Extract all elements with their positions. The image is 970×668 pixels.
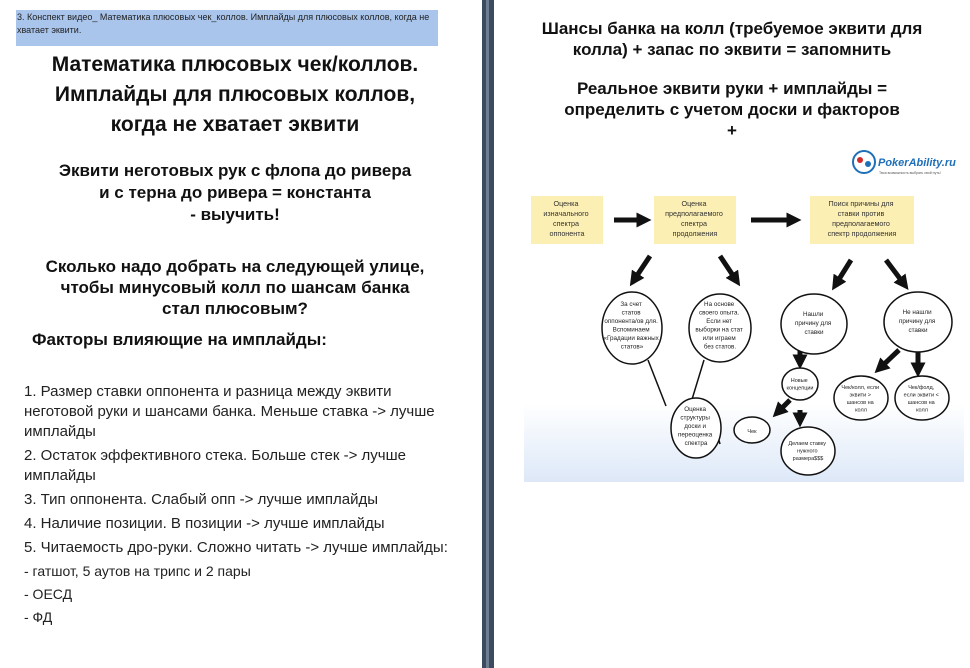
factor-sub-item: - ФД <box>24 609 53 625</box>
equity-heading-line: и с терна до ривера = константа <box>99 183 371 202</box>
real-equity-heading-line: Реальное эквити руки + имплайды = <box>576 79 888 98</box>
bubble-line: Новые <box>790 378 808 384</box>
flow-box <box>654 196 736 244</box>
bubble-line: статов» <box>620 343 644 351</box>
bubble-line: если эквити < <box>903 392 939 399</box>
bubble-line: оппонента/ов для. <box>604 318 658 325</box>
logo-brand: PokerAbility.ru <box>878 157 956 169</box>
logo-ring-icon <box>853 151 875 173</box>
flow-box-line: спектра <box>553 219 579 228</box>
logo-tagline: Твоя возможность выбрать свой путь! <box>879 171 941 175</box>
decision-flow-diagram <box>524 148 964 482</box>
flow-box-line: предполагаемого <box>832 219 890 228</box>
bubble-line: структуры <box>680 414 710 422</box>
factors-list <box>24 382 464 631</box>
bubble-line: нужного <box>796 448 818 455</box>
bubble-line: На основе <box>704 301 735 308</box>
bubble-line: причину для <box>898 318 936 325</box>
main-title-line: Математика плюсовых чек/коллов. <box>51 53 419 76</box>
bank-odds-heading-line: колла) + запас по эквити = запомнить <box>572 40 892 59</box>
flow-box-line: предполагаемого <box>665 209 723 218</box>
flow-box-line: Оценка <box>553 199 579 208</box>
down-arrow-icon <box>634 256 650 280</box>
bubble-line: размера$$$ <box>792 456 824 462</box>
bank-odds-heading-line: Шансы банка на колл (требуемое эквити для <box>541 19 923 38</box>
bubble-line: Нашли <box>802 311 824 318</box>
bubble-line: ставки <box>908 327 928 334</box>
flow-box-line: оппонента <box>549 229 585 238</box>
thought-bubble <box>782 368 818 400</box>
equity-heading-line: - выучить! <box>190 205 280 224</box>
header-selected-text[interactable]: 3. Конспект видео_ Математика плюсовых чек_коллов. Имплайды для плюсовых коллов, когда не хватает эквити. <box>17 12 430 35</box>
question-heading-line: стал плюсовым? <box>162 299 308 318</box>
main-title <box>14 50 456 140</box>
bubble-line: Чек/фолд, <box>908 385 935 391</box>
flow-box-line: спектра <box>681 219 707 228</box>
bubble-line: доски и <box>684 423 707 430</box>
question-heading <box>14 256 456 319</box>
flow-box-line: изначального <box>543 209 589 218</box>
bubble-line: ставки <box>804 329 824 336</box>
factor-item: 4. Наличие позиции. В позиции -> лучше имплайды <box>24 515 385 532</box>
down-arrow-icon <box>886 260 904 284</box>
bubble-line: Оценка <box>684 406 707 413</box>
bubble-line: или играем <box>702 335 736 342</box>
bubble-line: Делаем ставку <box>788 441 827 447</box>
flow-box <box>531 196 603 244</box>
bubble-line: «Градации важных <box>603 335 659 342</box>
bubble-line: колл <box>916 407 928 414</box>
down-arrow-icon <box>836 260 851 284</box>
left-page <box>0 0 482 668</box>
connector-line <box>648 360 666 406</box>
real-equity-heading-line: определить с учетом доски и факторов <box>564 100 900 119</box>
main-title-line: Имплайды для плюсовых коллов, <box>54 83 416 106</box>
factor-item: 3. Тип оппонента. Слабый опп -> лучше имплайды <box>24 491 379 508</box>
page-divider <box>482 0 494 668</box>
bubble-line: концепции <box>786 385 814 392</box>
equity-heading-line: Эквити неготовых рук с флопа до ривера <box>58 161 412 180</box>
down-arrow-icon <box>880 350 899 368</box>
bubble-line: переоценка <box>677 431 713 439</box>
logo-dot-icon <box>865 161 871 167</box>
bubble-line: без статов. <box>703 343 737 351</box>
logo-dot-icon <box>857 157 863 163</box>
bubble-line: спектра <box>684 440 708 447</box>
right-page <box>494 0 970 668</box>
bubble-line: эквити > <box>849 392 872 399</box>
flow-box-line: Поиск причины для <box>828 199 894 208</box>
svg-text:Поиск причины для став <box>828 199 897 238</box>
bubble-line: Чек <box>747 429 757 435</box>
diagram-bottom-shade <box>524 404 964 482</box>
bubble-line: выборки на стат <box>695 326 743 334</box>
down-arrow-icon <box>720 256 736 280</box>
factor-item: 5. Читаемость дро-руки. Сложно читать -> лучше имплайды: <box>24 539 448 556</box>
bubble-line: шансов на <box>846 400 874 406</box>
flow-box-line: продолжения <box>672 229 718 238</box>
main-title-line: когда не хватает эквити <box>110 113 360 136</box>
bubble-line: Вспоминаем <box>612 326 650 334</box>
bank-odds-heading <box>494 18 970 60</box>
question-heading-line: чтобы минусовый колл по шансам банка <box>60 278 410 297</box>
question-heading-line: Сколько надо добрать на следующей улице, <box>45 257 425 276</box>
bubble-line: статов <box>621 309 641 317</box>
bubble-line: Не нашли <box>902 309 932 316</box>
bubble-line: За счет <box>620 301 642 308</box>
factor-item: 1. Размер ставки оппонента и разница между эквити неготовой руки и шансами банка. Меньше ставка -> лучше имплайды <box>24 383 435 440</box>
flow-box <box>810 196 914 244</box>
bubble-line: своего опыта. <box>698 309 740 317</box>
flow-box-line: спектр продолжения <box>827 229 897 238</box>
factor-item: 2. Остаток эффективного стека. Больше стек -> лучше имплайды <box>24 447 406 484</box>
factors-heading: Факторы влияющие на имплайды: <box>32 330 327 349</box>
bubble-line: Если нет <box>706 318 733 325</box>
svg-text:Чек <box>747 429 757 435</box>
real-equity-heading <box>494 78 970 141</box>
bubble-line: причину для <box>794 320 832 327</box>
flow-box-line: Оценка <box>681 199 707 208</box>
bubble-line: Чек/колл, если <box>841 385 880 391</box>
pokerability-logo <box>853 151 956 175</box>
bubble-line: колл <box>855 407 867 414</box>
flow-box-line: ставки против <box>837 209 885 218</box>
factor-sub-item: - ОЕСД <box>24 586 73 602</box>
factor-sub-item: - гатшот, 5 аутов на трипс и 2 пары <box>24 563 251 579</box>
equity-heading <box>14 160 456 226</box>
bubble-line: шансов на <box>907 400 935 406</box>
real-equity-heading-line: + <box>727 121 737 140</box>
